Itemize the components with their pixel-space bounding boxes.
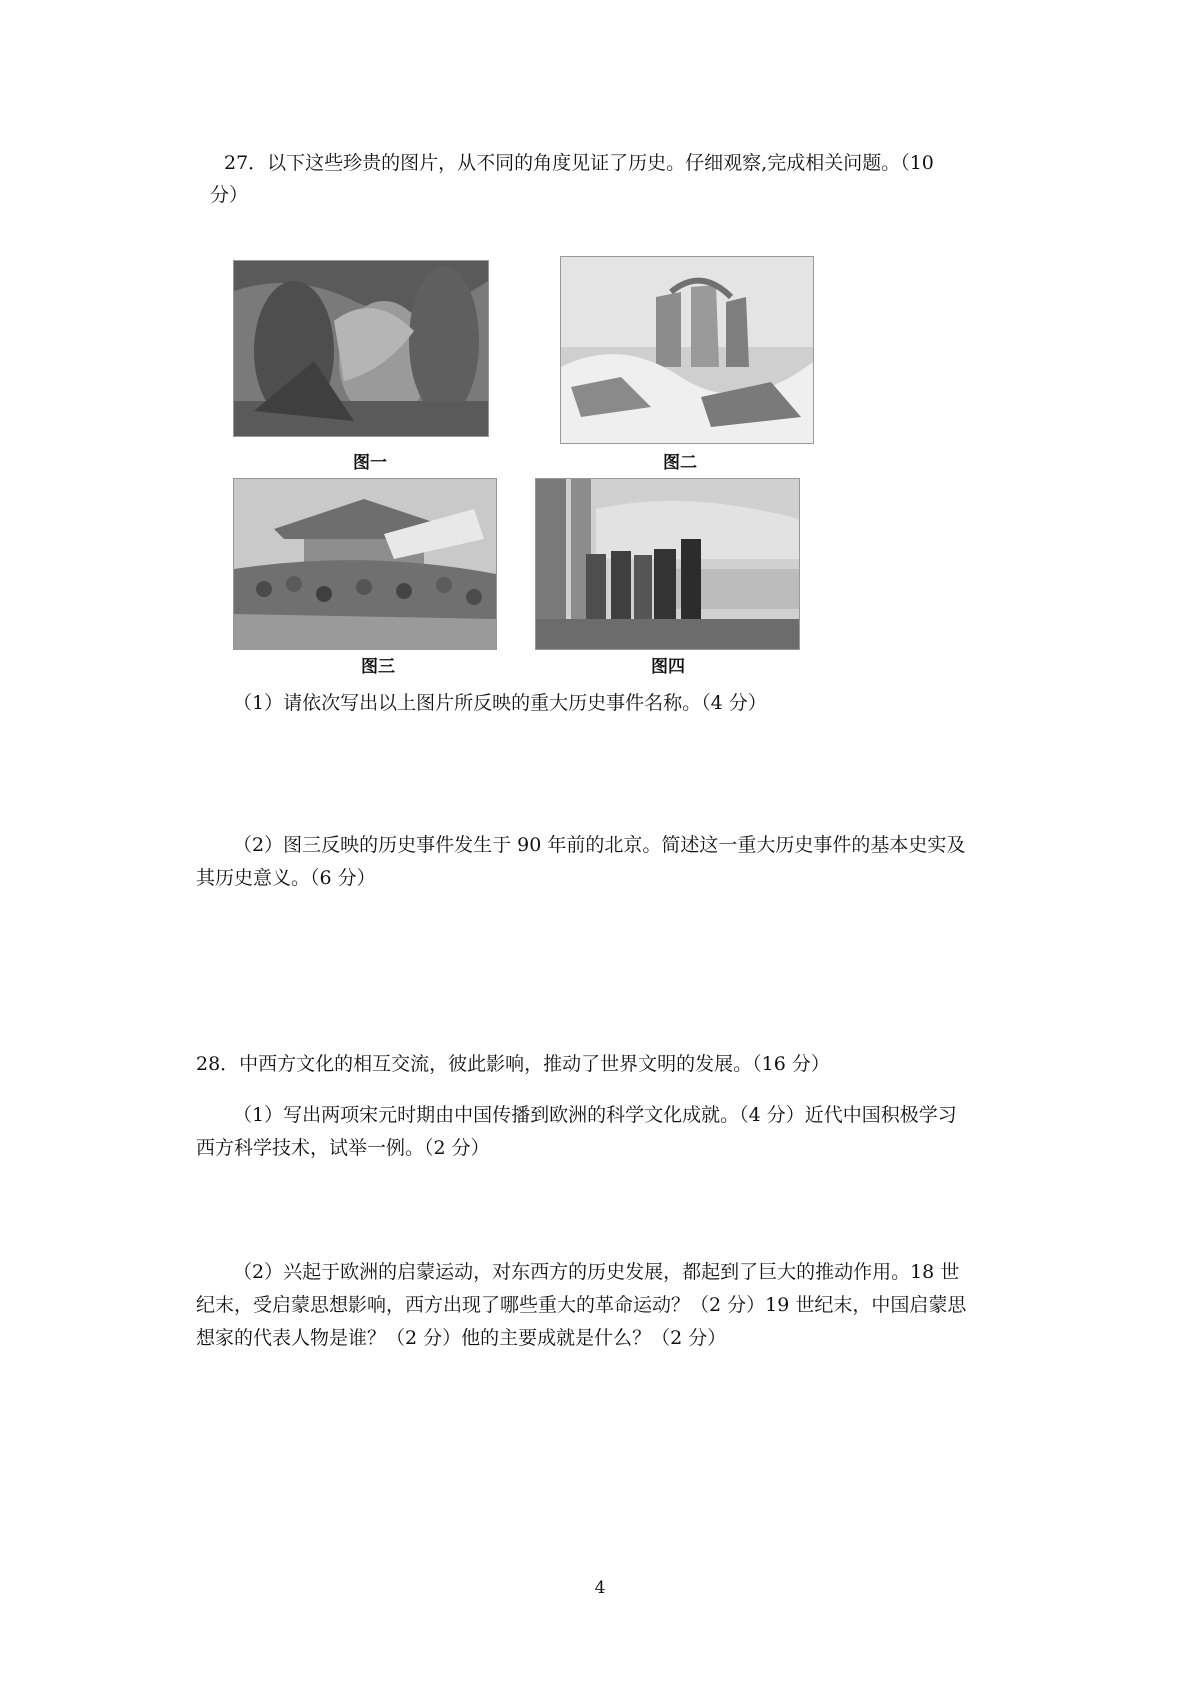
q27-sub1: （1）请依次写出以上图片所反映的重大历史事件名称。（4 分）	[233, 692, 767, 714]
q28-sub2-line2: 纪末，受启蒙思想影响，西方出现了哪些重大的革命运动？（2 分）19 世纪末，中国启蒙思	[196, 1294, 967, 1316]
q27-sub2-line2: 其历史意义。（6 分）	[196, 867, 376, 889]
figure-1-caption: 图一	[353, 453, 387, 473]
figure-3-image	[233, 478, 497, 650]
q27-stem-line2: 分）	[210, 184, 249, 206]
q27-sub2-line1: （2）图三反映的历史事件发生于 90 年前的北京。简述这一重大历史事件的基本史实及	[233, 834, 966, 856]
figure-2-image	[560, 256, 814, 444]
q28-stem: 28．中西方文化的相互交流，彼此影响，推动了世界文明的发展。（16 分）	[196, 1053, 830, 1075]
figure-4-caption: 图四	[651, 657, 685, 677]
figure-4-image	[535, 478, 800, 650]
figure-1-image	[233, 260, 489, 437]
q28-sub1-line2: 西方科学技术，试举一例。（2 分）	[196, 1137, 490, 1159]
q28-sub2-line1: （2）兴起于欧洲的启蒙运动，对东西方的历史发展，都起到了巨大的推动作用。18 世	[233, 1261, 960, 1283]
figure-2-caption: 图二	[663, 453, 697, 473]
figure-3-caption: 图三	[361, 657, 395, 677]
q27-stem-line1: 27．以下这些珍贵的图片，从不同的角度见证了历史。仔细观察,完成相关问题。（10	[224, 152, 934, 174]
q28-sub1-line1: （1）写出两项宋元时期由中国传播到欧洲的科学文化成就。（4 分）近代中国积极学习	[233, 1104, 957, 1126]
page-number: 4	[594, 1578, 606, 1598]
q28-sub2-line3: 想家的代表人物是谁？（2 分）他的主要成就是什么？（2 分）	[196, 1327, 727, 1349]
